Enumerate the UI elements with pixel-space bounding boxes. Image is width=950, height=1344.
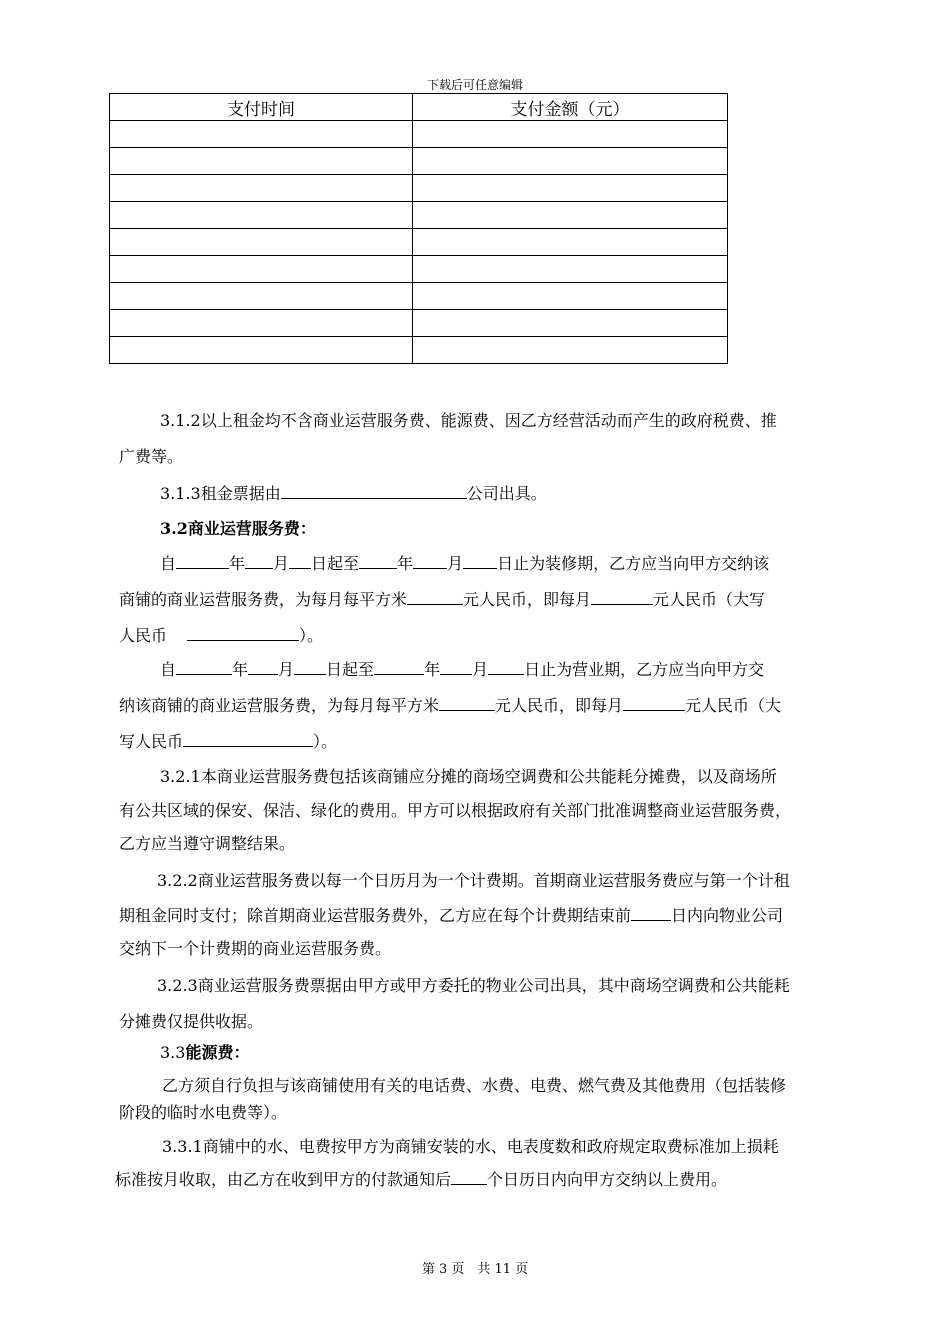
table-cell[interactable] — [110, 121, 413, 148]
date-blank[interactable] — [176, 659, 232, 675]
days-blank[interactable] — [451, 1169, 487, 1185]
clause-3-2-2-line1: 3.2.2商业运营服务费以每一个日历月为一个计费期。首期商业运营服务费应与第一个计租 — [157, 871, 790, 890]
clause-3-1-2-line1: 3.1.2以上租金均不含商业运营服务费、能源费、因乙方经营活动而产生的政府税费、推 — [160, 411, 777, 430]
date-blank[interactable] — [374, 659, 424, 675]
table-cell[interactable] — [110, 202, 413, 229]
clause-3-1-3: 3.1.3租金票据由 公司出具。 — [160, 484, 547, 503]
table-row — [110, 283, 728, 310]
table-cell[interactable] — [110, 310, 413, 337]
table-cell[interactable] — [413, 121, 728, 148]
date-blank[interactable] — [440, 659, 472, 675]
operation-period-line1: 自 年 月 日起至 年 月 日止为营业期，乙方应当向甲方交 — [160, 660, 765, 679]
operation-period-line2: 纳该商铺的商业运营服务费，为每月每平方米 元人民币，即每月 元人民币（大 — [119, 696, 782, 715]
clause-3-2-3-line1: 3.2.3商业运营服务费票据由甲方或甲方委托的物业公司出具，其中商场空调费和公共能耗 — [157, 976, 790, 995]
table-row — [110, 256, 728, 283]
amount-blank[interactable] — [407, 589, 463, 605]
amount-blank[interactable] — [439, 695, 495, 711]
section-3-2-heading: 3.2商业运营服务费： — [160, 519, 316, 538]
days-blank[interactable] — [631, 905, 671, 921]
table-row — [110, 310, 728, 337]
date-blank[interactable] — [294, 659, 326, 675]
date-blank[interactable] — [359, 553, 397, 569]
column-header-payment-time: 支付时间 — [110, 94, 413, 121]
table-cell[interactable] — [110, 175, 413, 202]
clause-3-3-line2: 阶段的临时水电费等）。 — [119, 1103, 288, 1122]
decoration-period-line2: 商铺的商业运营服务费，为每月每平方米 元人民币，即每月 元人民币（大写 — [119, 590, 766, 609]
clause-3-3-1-line1: 3.3.1商铺中的水、电费按甲方为商铺安装的水、电表度数和政府规定取费标准加上损耗 — [162, 1137, 779, 1156]
clause-3-2-3-line2: 分摊费仅提供收据。 — [119, 1012, 264, 1031]
date-blank[interactable] — [176, 553, 229, 569]
amount-blank[interactable] — [623, 695, 685, 711]
page-footer: 第 3 页 共 11 页 — [421, 1262, 529, 1277]
clause-3-1-2-line2: 广费等。 — [119, 447, 184, 466]
table-cell[interactable] — [110, 283, 413, 310]
table-cell[interactable] — [110, 148, 413, 175]
clause-3-2-2-line3: 交纳下一个计费期的商业运营服务费。 — [119, 939, 392, 958]
clause-3-2-1-line1: 3.2.1本商业运营服务费包括该商铺应分摊的商场空调费和公共能耗分摊费，以及商场所 — [160, 767, 777, 786]
section-3-3-heading: 3.3能源费： — [160, 1043, 250, 1062]
clause-3-3-1-line2: 标准按月收取，由乙方在收到甲方的付款通知后 个日历日内向甲方交纳以上费用。 — [115, 1170, 728, 1189]
table-row — [110, 175, 728, 202]
amount-blank[interactable] — [591, 589, 653, 605]
date-blank[interactable] — [463, 553, 497, 569]
decoration-period-line3: 人民币 ）。 — [119, 626, 324, 645]
clause-3-2-1-line2: 有公共区域的保安、保洁、绿化的费用。甲方可以根据政府有关部门批准调整商业运营服务费， — [119, 801, 792, 820]
table-cell[interactable] — [413, 283, 728, 310]
date-blank[interactable] — [289, 553, 311, 569]
table-cell[interactable] — [413, 256, 728, 283]
date-blank[interactable] — [248, 659, 278, 675]
clause-3-2-2-line2: 期租金同时支付；除首期商业运营服务费外，乙方应在每个计费期结束前 日内向物业公司 — [119, 906, 784, 925]
clause-3-2-1-line3: 乙方应当遵守调整结果。 — [119, 834, 296, 853]
table-row — [110, 148, 728, 175]
table-row — [110, 202, 728, 229]
decoration-period-line1: 自 年 月 日起至 年 月 日止为装修期，乙方应当向甲方交纳该 — [160, 554, 770, 573]
table-cell[interactable] — [413, 148, 728, 175]
page-header: 下载后可任意编辑 — [426, 78, 523, 92]
table-cell[interactable] — [413, 175, 728, 202]
table-cell[interactable] — [413, 310, 728, 337]
date-blank[interactable] — [245, 553, 273, 569]
table-cell[interactable] — [413, 337, 728, 364]
table-cell[interactable] — [110, 337, 413, 364]
table-cell[interactable] — [413, 229, 728, 256]
payment-schedule-table — [109, 93, 728, 364]
issuer-company-blank[interactable] — [281, 483, 467, 499]
amount-in-words-blank[interactable] — [187, 625, 299, 641]
table-cell[interactable] — [413, 202, 728, 229]
date-blank[interactable] — [413, 553, 447, 569]
table-cell[interactable] — [110, 229, 413, 256]
clause-3-3-line1: 乙方须自行负担与该商铺使用有关的电话费、水费、电费、燃气费及其他费用（包括装修 — [162, 1076, 787, 1095]
column-header-payment-amount: 支付金额（元） — [413, 94, 728, 121]
date-blank[interactable] — [488, 659, 524, 675]
operation-period-line3: 写人民币 ）。 — [119, 732, 338, 751]
table-row — [110, 121, 728, 148]
table-row — [110, 229, 728, 256]
table-header-row — [110, 94, 728, 121]
amount-in-words-blank[interactable] — [183, 731, 313, 747]
table-cell[interactable] — [110, 256, 413, 283]
table-row — [110, 337, 728, 364]
